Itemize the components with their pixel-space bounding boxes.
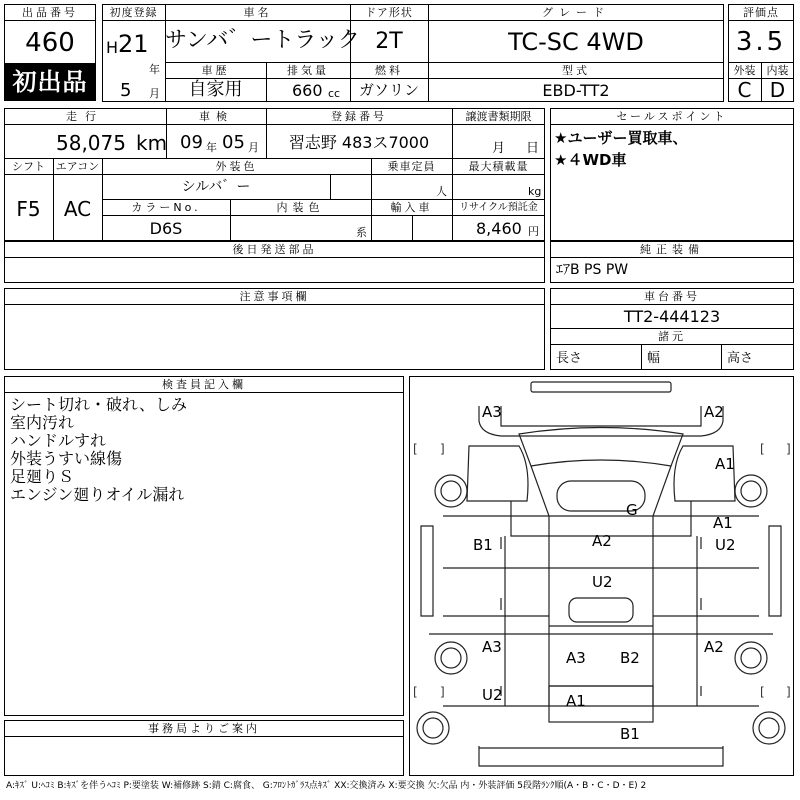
inspection-year-suffix: 年 <box>206 141 217 154</box>
chassis-label: 車台番号 <box>644 290 700 303</box>
reg-label: 初度登録 <box>109 6 158 19</box>
damage-mark: A3 <box>566 649 586 667</box>
score-value: 3.5 <box>735 27 787 57</box>
capacity-label: 乗車定員 <box>387 160 436 173</box>
displacement-value: 660 <box>292 81 323 100</box>
lot-number: 460 <box>25 28 75 58</box>
recycle-unit: 円 <box>528 225 539 238</box>
fuel-value: ガソリン <box>358 81 419 99</box>
exterior-color-value: シルバ゛ー <box>181 179 251 195</box>
bracket-mark: [ <box>413 685 418 699</box>
damage-mark: U2 <box>715 536 736 554</box>
reg-month-suffix: 月 <box>149 87 160 100</box>
grade-value: TC-SC 4WD <box>508 28 644 56</box>
damage-mark: A1 <box>715 455 735 473</box>
door-label: ドア形状 <box>365 6 413 19</box>
dims-height: 高さ <box>727 351 754 366</box>
damage-mark: B1 <box>620 725 640 743</box>
damage-mark: U2 <box>482 686 503 704</box>
damage-mark: A1 <box>566 692 586 710</box>
bracket-mark: ] <box>440 685 445 699</box>
history-value: 自家用 <box>188 79 243 100</box>
bracket-mark: ] <box>786 442 791 456</box>
damage-mark: A2 <box>704 403 724 421</box>
inspector-line-5: 足廻りＳ <box>10 467 75 486</box>
office-label: 事務局よりご案内 <box>148 722 260 735</box>
capacity-unit: 人 <box>436 185 447 198</box>
bracket-mark: [ <box>760 442 765 456</box>
max-load-unit: kg <box>528 185 542 198</box>
damage-mark: A1 <box>713 514 733 532</box>
displacement-unit: cc <box>328 87 341 100</box>
color-no-value: D6S <box>149 219 183 238</box>
model-label: 型式 <box>562 64 590 77</box>
plate-value: 習志野 483ス7000 <box>288 133 430 152</box>
interior-color-label: 内装色 <box>276 201 325 214</box>
damage-mark: A2 <box>704 638 724 656</box>
reg-year-suffix: 年 <box>149 63 160 76</box>
exterior-grade: C <box>737 78 752 102</box>
bracket-mark: ] <box>786 685 791 699</box>
first-listing-badge: 初出品 <box>4 63 96 101</box>
interior-grade: D <box>769 78 786 102</box>
inspection-year: 09 <box>180 132 203 153</box>
reg-era: H <box>106 38 119 57</box>
transfer-day: 日 <box>526 141 540 156</box>
damage-mark: B2 <box>620 649 640 667</box>
plate-label: 登録番号 <box>331 110 387 123</box>
chassis-value: TT2-444123 <box>623 307 721 326</box>
sales-points-box <box>550 108 794 241</box>
damage-mark: A3 <box>482 638 502 656</box>
damage-mark: B1 <box>473 536 493 554</box>
import-label: 輸入車 <box>390 201 433 214</box>
inspection-month: 05 <box>222 132 245 153</box>
reg-year: 21 <box>118 30 149 58</box>
later-parts-label: 後日発送部品 <box>232 243 317 256</box>
car-name-label: 車名 <box>243 6 272 19</box>
transfer-month: 月 <box>492 141 506 156</box>
max-load-label: 最大積載量 <box>468 160 529 173</box>
exterior-grade-label: 外装 <box>733 64 756 77</box>
interior-grade-label: 内装 <box>766 64 789 77</box>
model-value: EBD-TT2 <box>542 81 610 100</box>
inspector-line-6: エンジン廻りオイル漏れ <box>10 485 185 504</box>
inspection-month-suffix: 月 <box>248 141 259 154</box>
legend-text: A:ｷｽﾞ U:ﾍｺﾐ B:ｷｽﾞを伴うﾍｺﾐ P:要塗装 W:補修跡 S:錆 C:腐食、 G:ﾌﾛﾝﾄｶﾞﾗｽ点ｷｽﾞ XX:交換済み X:要交換 欠:欠品 内・外装評価 5段階ﾗﾝｸ順(A・B・C・D・E) 2 <box>6 781 647 791</box>
displacement-label: 排気量 <box>287 64 329 77</box>
mileage-value: 58,075 <box>56 131 126 155</box>
dims-width: 幅 <box>647 351 661 366</box>
bracket-mark: ] <box>440 442 445 456</box>
bracket-mark: [ <box>760 685 765 699</box>
mileage-unit: km <box>136 131 168 155</box>
score-label: 評価点 <box>743 6 779 19</box>
color-no-label: カラーNo. <box>131 201 201 214</box>
shift-label: シフト <box>12 160 45 173</box>
damage-mark: G <box>626 501 638 519</box>
genuine-label: 純正装備 <box>640 243 704 256</box>
inspection-label: 車検 <box>199 110 233 123</box>
inspector-line-1: シート切れ・破れ、しみ <box>10 395 187 414</box>
interior-color-unit: 系 <box>356 226 367 239</box>
mileage-label: 走行 <box>66 110 104 123</box>
recycle-value: 8,460 <box>476 219 522 238</box>
transfer-label: 譲渡書類期限 <box>465 110 532 123</box>
damage-mark: A3 <box>482 403 502 421</box>
aircon-label: エアコン <box>55 160 100 173</box>
notes-label: 注意事項欄 <box>239 290 310 303</box>
dims-label: 諸元 <box>658 330 686 343</box>
damage-mark: A2 <box>592 532 612 550</box>
lot-label: 出品番号 <box>22 6 78 19</box>
grade-label: グレード <box>542 6 610 19</box>
exterior-color-label: 外装色 <box>215 160 258 173</box>
sales-point-1: ★ユーザー買取車、 <box>554 129 688 147</box>
dims-length: 長さ <box>556 351 583 366</box>
damage-mark: U2 <box>592 573 613 591</box>
genuine-value: ｴｱB PS PW <box>556 262 629 278</box>
fuel-label: 燃料 <box>375 64 403 77</box>
sales-point-2: ★４WD車 <box>554 151 627 169</box>
sales-points-label: セールスポイント <box>616 110 728 123</box>
recycle-label: リサイクル預託金 <box>459 202 538 213</box>
aircon-value: AC <box>63 197 92 221</box>
inspector-line-3: ハンドルすれ <box>10 431 107 450</box>
history-label: 車歴 <box>201 64 230 77</box>
inspector-line-4: 外装うすい線傷 <box>10 449 123 468</box>
door-type: 2T <box>375 29 403 54</box>
reg-month: 5 <box>120 80 132 101</box>
inspector-label: 検査員記入欄 <box>162 378 246 391</box>
inspector-line-2: 室内汚れ <box>10 413 75 432</box>
bracket-mark: [ <box>413 442 418 456</box>
shift-value: F5 <box>16 197 41 221</box>
car-name: サンバ゛ートラック <box>165 28 360 53</box>
